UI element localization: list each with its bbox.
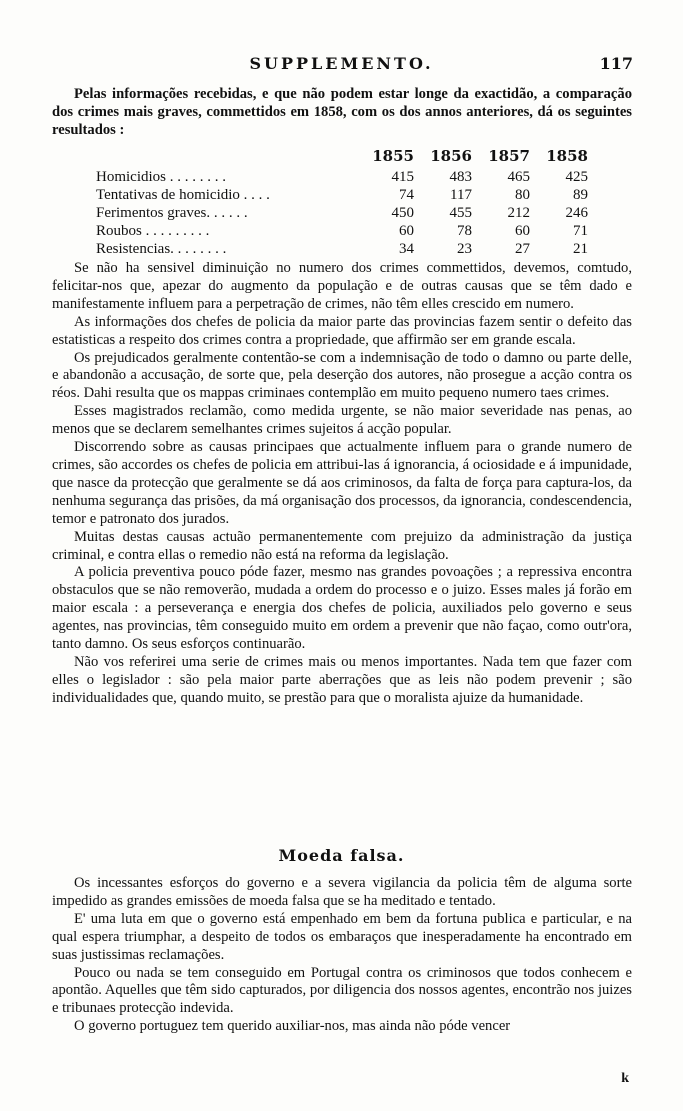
running-title: SUPPLEMENTO. — [249, 54, 434, 73]
paragraph: O governo portuguez tem querido auxiliar-nos, mas ainda não póde vencer — [74, 1018, 511, 1035]
cell-value: 450 — [391, 204, 414, 221]
paragraph: Discorrendo sobre as causas principaes que actualmente influem para o grande numero de crimes, são accordes os chefes de policia em attribui-las á ignorancia, á ociosidade e á impunidade, que nasce da protecção que geralmente se dá aos criminosos, da falta de força para captura-los, da nenhuma segurança das prisões, da má organisação dos processos, da ignorancia, condescendencia, temor e patronato dos jurados. — [52, 439, 632, 527]
crime-statistics-table — [96, 144, 588, 258]
cell-value: 23 — [457, 240, 472, 257]
section-body-text — [52, 875, 632, 1036]
row-label: Resistencias. . . . . . . . — [96, 240, 227, 257]
table-row — [96, 222, 588, 240]
table-header-label — [96, 144, 356, 168]
cell-value: 246 — [565, 204, 588, 221]
cell-value: 71 — [573, 222, 588, 239]
cell-value: 60 — [515, 222, 530, 239]
page-number: 117 — [599, 54, 633, 73]
row-label: Roubos . . . . . . . . . — [96, 222, 210, 239]
cell-value: 74 — [399, 186, 414, 203]
paragraph: Os incessantes esforços do governo e a severa vigilancia da policia têm de alguma sorte impedido as grandes emissões de moeda falsa que se ha meditado e tentado. — [52, 875, 632, 909]
body-text — [52, 260, 632, 708]
paragraph: Muitas destas causas actuão permanentemente com prejuizo da administração da justiça criminal, e contra ellas o remedio não está na reforma da legislação. — [52, 528, 632, 563]
cell-value: 21 — [573, 240, 588, 257]
paragraph: A policia preventiva pouco póde fazer, mesmo nas grandes povoações ; a repressiva encontra obstaculos que se não removerão, mudada a ordem do processo e o juizo. Esses males já forão em maior escala : a perseverança e energia dos chefes de policia, auxiliados pelo governo e seus agentes, nas provincias, têm conseguido muito em ordem a prevenir que não façao, como outr'ora, tanto damno. Os seus esforços continuarão. — [52, 564, 632, 653]
intro-text: Pelas informações recebidas, e que não podem estar longe da exactidão, a comparação dos crimes mais graves, commettidos em 1858, com os dos annos anteriores, dá os seguintes resultados : — [52, 86, 632, 138]
table-header-row — [96, 144, 588, 168]
cell-value: 27 — [515, 240, 530, 257]
paragraph: E' uma luta em que o governo está empenhado em bem da fortuna publica e particular, e na qual espera triumphar, a despeito de todos os embaraços que inesperadamente ha encontrado em suas justissimas reclamações. — [52, 910, 632, 963]
cell-value: 483 — [449, 168, 472, 185]
cell-value: 465 — [507, 168, 530, 185]
page-header — [0, 54, 683, 78]
year-header: 1858 — [546, 147, 588, 165]
row-label: Ferimentos graves. . . . . . — [96, 204, 248, 221]
table-row — [96, 168, 588, 186]
paragraph: Não vos referirei uma serie de crimes mais ou menos importantes. Nada tem que fazer com elles o legislador : são pela maior parte aberrações que as leis não podem prevenir ; são individualidades que, quando muito, se prestão para que o moralista ajuize da humanidade. — [52, 653, 632, 706]
paragraph: Esses magistrados reclamão, como medida urgente, se não maior severidade nas penas, ao menos que se declarem semelhantes crimes sujeitos á acção popular. — [52, 403, 632, 438]
table-row — [96, 240, 588, 258]
cell-value: 80 — [515, 186, 530, 203]
table-row — [96, 186, 588, 204]
section-heading: Moeda falsa. — [278, 846, 405, 865]
year-header: 1857 — [488, 147, 530, 165]
cell-value: 89 — [573, 186, 588, 203]
cell-value: 34 — [399, 240, 414, 257]
intro-paragraph — [52, 86, 632, 140]
year-header: 1855 — [372, 147, 414, 165]
cell-value: 78 — [457, 222, 472, 239]
cell-value: 455 — [449, 204, 472, 221]
signature-mark: k — [621, 1071, 629, 1086]
cell-value: 415 — [391, 168, 414, 185]
paragraph: As informações dos chefes de policia da maior parte das provincias fazem sentir o defeito das estatisticas a respeito dos crimes contra a propriedade, que affirmão ser em grande escala. — [52, 313, 632, 348]
cell-value: 425 — [565, 168, 588, 185]
paragraph: Os prejudicados geralmente contentão-se com a indemnisação de todo o damno ou parte delle, e abandonão a accusação, de sorte que, pela deserção dos autores, não prosegue a acção contra os réos. Dahi resulta que os mappas criminaes contemplão em muito pequeno numero taes crimes. — [52, 349, 632, 402]
paragraph: Pouco ou nada se tem conseguido em Portugal contra os criminosos que todos conhecem e apontão. Aquelles que têm sido capturados, por diligencia dos nossos agentes, encontrão nos juizes e tribunaes protecção indevida. — [52, 964, 632, 1017]
table-row — [96, 204, 588, 222]
row-label: Homicidios . . . . . . . . — [96, 168, 226, 185]
cell-value: 60 — [399, 222, 414, 239]
row-label: Tentativas de homicidio . . . . — [96, 186, 270, 203]
cell-value: 212 — [507, 204, 530, 221]
year-header: 1856 — [430, 147, 472, 165]
cell-value: 117 — [450, 186, 472, 203]
paragraph: Se não ha sensivel diminuição no numero dos crimes commettidos, devemos, comtudo, felicitar-nos que, apezar do augmento da população e de outras causas que se têm dado e manifestamente influem para a perpetração de crimes, não têm elles crescido em numero. — [52, 260, 632, 312]
